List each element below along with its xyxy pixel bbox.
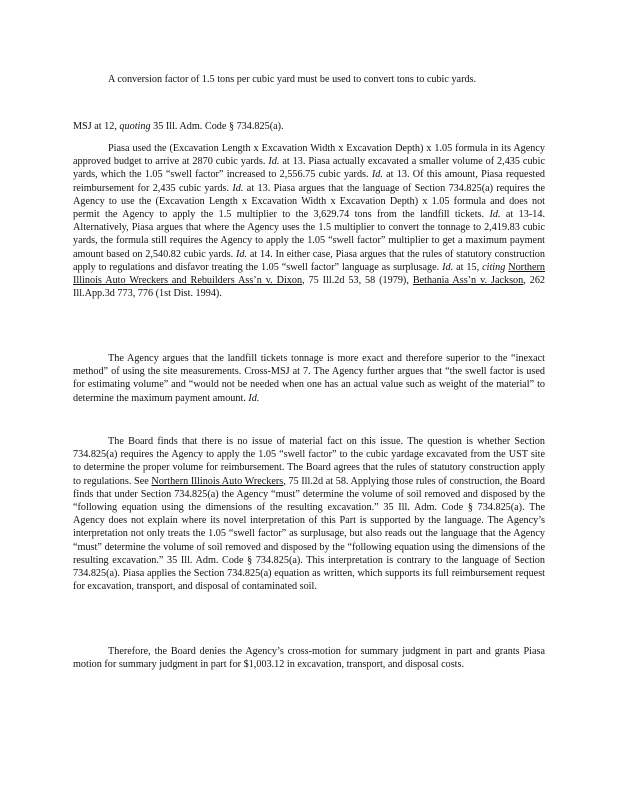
paragraph-conclusion: [73, 645, 545, 671]
text-run: , 75 Ill.2d at 58. Applying those rules of construction, the Board finds that under Section 734.825(a) the Agency “must” determine the volume of soil removed and disposed by the “following equation using the dimensions of the resulting excavation.” 35 Ill. Adm. Code § 734.825(a). The Agency does not explain where its novel interpretation of this Part is supported by the language. The Agency’s interpretation not only treats the 1.05 “swell factor” as surplusage, but also reads out the language that the Agency “must” determine the volume of soil removed and disposed by the “following equation using the dimensions of the resulting excavation.” 35 Ill. Adm. Code § 734.825(a). This interpretation is contrary to the language of Section 734.825(a). Piasa applies the Section 734.825(a) equation as written, which supports its full reimbursement request for excavation, transport, and disposal of contaminated soil.: [73, 475, 545, 593]
text-run: The Agency argues that the landfill tickets tonnage is more exact and therefore superior to the “inexact method” of using the site measurements. Cross-MSJ at 7. The Agency further argues that “the swell factor is used for estimating volume” and “would not be needed when one has an actual value such as weight of the material” to determine the maximum payment amount.: [73, 353, 545, 404]
id-cite: Id.: [442, 261, 454, 273]
paragraph-piasa-argument: [73, 142, 545, 300]
citation-post: 35 Ill. Adm. Code § 734.825(a).: [150, 121, 284, 132]
id-cite: Id.: [232, 182, 244, 194]
text-run: at 13. Piasa argues that the language of Section 734.825(a) requires the Agency to use the (Excavation Length x Excavation Width x Excavation Depth) x 1.05 formula and does not permit the Agency to apply the 1.5 multiplier to the 3,629.74 tons from the landfill tickets.: [73, 182, 545, 221]
text-run: The Board finds that there is no issue of material fact on this issue. The question is whether Section 734.825(a) requires the Agency to apply the 1.05 “swell factor” to the cubic yardage excavated from the UST site to determine the proper volume for reimbursement. The Board agrees that the rules of statutory construction apply to regulations. See: [73, 436, 545, 487]
text-run: , 262 Ill.App.3d 773, 776 (1st Dist. 1994).: [73, 275, 546, 300]
id-cite: Id.: [489, 209, 501, 221]
block-quote: [108, 73, 508, 86]
case-name: Northern Illinois Auto Wreckers and Rebuilders Ass’n v. Dixon: [73, 261, 546, 287]
case-name: Northern Illinois Auto Wreckers: [151, 475, 284, 487]
paragraph-agency-argument: [73, 352, 545, 405]
id-cite: Id.: [268, 156, 280, 168]
case-name: Bethania Ass’n v. Jackson: [412, 275, 524, 287]
text-run: at 14. In either case, Piasa argues that the rules of statutory construction apply to regulations and disfavor treating the 1.05 “swell factor” language as surplusage.: [73, 248, 545, 273]
citation-pre: MSJ at 12,: [73, 121, 120, 132]
text-run: at 15,: [453, 261, 483, 273]
text-run: Piasa used the (Excavation Length x Excavation Width x Excavation Depth) x 1.05 formula in its Agency approved budget to arrive at 2870 cubic yards.: [73, 143, 545, 168]
id-cite: Id.: [248, 392, 260, 404]
text-run: at 13-14. Alternatively, Piasa argues that where the Agency uses the 1.5 multiplier to convert the tonnage to 2,419.83 cubic yards, the formula still requires the Agency to apply the 1.05 “swell factor” multiplier to get a maximum payment amount based on 2,540.82 cubic yards.: [73, 209, 545, 260]
paragraph-board-finding: [73, 435, 545, 593]
quote-text: A conversion factor of 1.5 tons per cubic yard must be used to convert tons to cubic yards.: [108, 74, 477, 85]
id-cite: Id.: [371, 169, 383, 181]
id-cite: Id.: [235, 248, 248, 260]
text-run: at 13. Piasa actually excavated a smaller volume of 2,435 cubic yards, which the 1.05 “swell factor” increased to 2,556.75 cubic yards.: [73, 156, 545, 181]
text-run: , 75 Ill.2d 53, 58 (1979),: [302, 275, 413, 287]
citation-line: [73, 120, 543, 133]
citing-signal: citing: [482, 261, 506, 273]
text-run: Therefore, the Board denies the Agency’s cross-motion for summary judgment in part and grants Piasa motion for summary judgment in part for $1,003.12 in excavation, transport, and disposal costs.: [73, 646, 545, 671]
text-run: at 13. Of this amount, Piasa requested reimbursement for 2,435 cubic yards.: [73, 169, 545, 194]
citation-quoting: quoting: [119, 121, 151, 132]
